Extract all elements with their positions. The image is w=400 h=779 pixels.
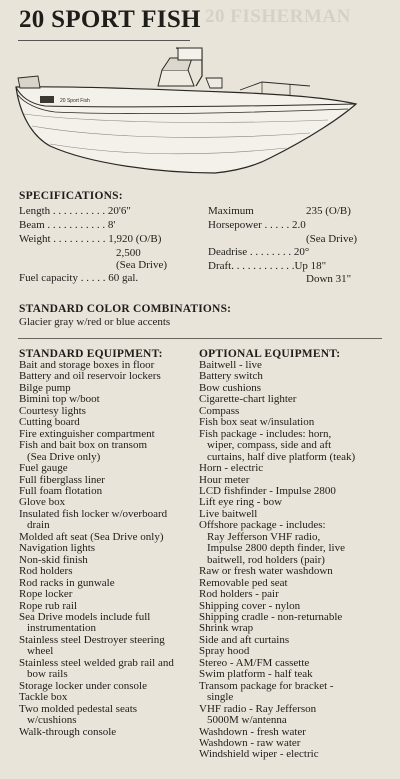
list-item: Courtesy lights [19, 404, 86, 417]
spec-length: Length . . . . . . . . . . 20'6" [19, 205, 131, 217]
list-item: Impulse 2800 depth finder, live [207, 542, 345, 555]
list-item: Shipping cover - nylon [199, 599, 301, 612]
hull-logo-badge [40, 96, 54, 103]
list-item: Bow cushions [199, 381, 262, 394]
list-item: single [207, 691, 234, 704]
bleed-through-heading: 20 FISHERMAN [205, 6, 351, 27]
list-item: Walk-through console [19, 725, 117, 738]
list-item: Lift eye ring - bow [199, 496, 283, 509]
list-item: Storage locker under console [19, 679, 147, 692]
list-item: Full fiberglass liner [19, 473, 105, 486]
list-item: Stainless steel welded grab rail and [19, 656, 174, 669]
list-item: Windshield wiper - electric [199, 748, 319, 761]
spec-draft-down: Down 31" [306, 273, 352, 285]
list-item: Rod holders - pair [199, 588, 279, 601]
list-item: Navigation lights [19, 542, 96, 555]
list-item: Shrink wrap [199, 622, 254, 635]
spec-horsepower-sea-drive: (Sea Drive) [306, 233, 358, 245]
color-combinations-text: Glacier gray w/red or blue accents [19, 316, 171, 328]
list-item: Bilge pump [19, 381, 71, 394]
list-item: Hour meter [199, 473, 250, 486]
list-item: Live baitwell [199, 507, 258, 520]
spec-weight: Weight . . . . . . . . . . 1,920 (O/B) [19, 233, 162, 245]
list-item: Raw or fresh water washdown [199, 565, 333, 578]
list-item: Fish package - includes: horn, [199, 427, 332, 440]
list-item: Rope locker [19, 588, 73, 601]
boat-illustration [10, 40, 360, 180]
spec-horsepower: Horsepower . . . . . 2.0 [208, 219, 306, 231]
list-item: wiper, compass, side and aft [207, 439, 332, 452]
spec-draft: Draft. . . . . . . . . . . .Up 18" [208, 260, 327, 272]
list-item: Baitwell - live [199, 359, 262, 371]
list-item: Bimini top w/boot [19, 393, 100, 406]
list-item: Side and aft curtains [199, 633, 290, 646]
list-item: Rod racks in gunwale [19, 576, 115, 589]
list-item: Transom package for bracket - [199, 679, 334, 692]
list-item: Two molded pedestal seats [19, 702, 138, 715]
list-item: curtains, half dive platform (teak) [207, 450, 356, 463]
list-item: w/cushions [27, 714, 77, 727]
list-item: drain [27, 519, 50, 532]
list-item: Cigarette-chart lighter [199, 393, 297, 406]
spec-weight-sea-drive: 2,500 [116, 247, 141, 259]
list-item: Molded aft seat (Sea Drive only) [19, 530, 164, 543]
list-item: instrumentation [27, 622, 97, 635]
list-item: Glove box [19, 496, 66, 509]
color-combinations-heading: STANDARD COLOR COMBINATIONS: [19, 303, 232, 315]
list-item: bow rails [27, 668, 68, 681]
list-item: Full foam flotation [19, 484, 103, 497]
list-item: 5000M w/antenna [207, 714, 287, 727]
standard-equipment-column [19, 348, 174, 738]
list-item: LCD fishfinder - Impulse 2800 [199, 484, 336, 497]
spec-fuel-capacity: Fuel capacity . . . . . 60 gal. [19, 272, 139, 284]
list-item: baitwell, rod holders (pair) [207, 553, 325, 566]
list-item: Ray Jefferson VHF radio, [207, 530, 321, 543]
list-item: Cutting board [19, 416, 80, 429]
list-item: Spray hood [199, 645, 250, 658]
list-item: Compass [199, 404, 240, 417]
list-item: Fish and bait box on transom [19, 439, 148, 452]
list-item: Removable ped seat [199, 576, 288, 589]
hull-label: 20 Sport Fish [60, 98, 90, 104]
list-item: Rod holders [19, 565, 73, 578]
list-item: Fish box seat w/insulation [199, 416, 315, 429]
spec-max-outboard: 235 (O/B) [306, 205, 351, 217]
list-item: Swim platform - half teak [199, 668, 313, 681]
spec-max-label: Maximum [208, 205, 254, 217]
list-item: Bait and storage boxes in floor [19, 359, 155, 371]
list-item: Shipping cradle - non-returnable [199, 610, 343, 623]
page-title: 20 SPORT FISH [19, 6, 201, 33]
list-item: Stainless steel Destroyer steering [19, 633, 165, 646]
list-item: (Sea Drive only) [27, 450, 101, 463]
list-item: Stereo - AM/FM cassette [199, 656, 310, 669]
list-item: Rope rub rail [19, 599, 78, 612]
list-item: Battery switch [199, 370, 263, 383]
list-item: wheel [27, 645, 54, 658]
section-divider [18, 338, 382, 339]
optional-equipment-heading: OPTIONAL EQUIPMENT: [199, 348, 341, 360]
list-item: Fire extinguisher compartment [19, 427, 155, 440]
list-item: Battery and oil reservoir lockers [19, 370, 161, 383]
list-item: Horn - electric [199, 462, 264, 475]
specifications-heading: SPECIFICATIONS: [19, 190, 123, 202]
list-item: Washdown - raw water [199, 736, 301, 749]
list-item: Washdown - fresh water [199, 725, 306, 738]
optional-equipment-column [199, 348, 355, 761]
list-item: VHF radio - Ray Jefferson [199, 702, 317, 715]
list-item: Sea Drive models include full [19, 610, 151, 623]
spec-beam: Beam . . . . . . . . . . . 8' [19, 219, 116, 231]
list-item: Non-skid finish [19, 553, 88, 566]
list-item: Insulated fish locker w/overboard [19, 507, 168, 520]
spec-weight-sea-drive-label: (Sea Drive) [116, 259, 168, 271]
list-item: Tackle box [19, 691, 68, 704]
standard-equipment-heading: STANDARD EQUIPMENT: [19, 348, 163, 360]
spec-deadrise: Deadrise . . . . . . . . 20° [208, 246, 310, 258]
list-item: Offshore package - includes: [199, 519, 326, 532]
list-item: Fuel gauge [19, 462, 68, 475]
